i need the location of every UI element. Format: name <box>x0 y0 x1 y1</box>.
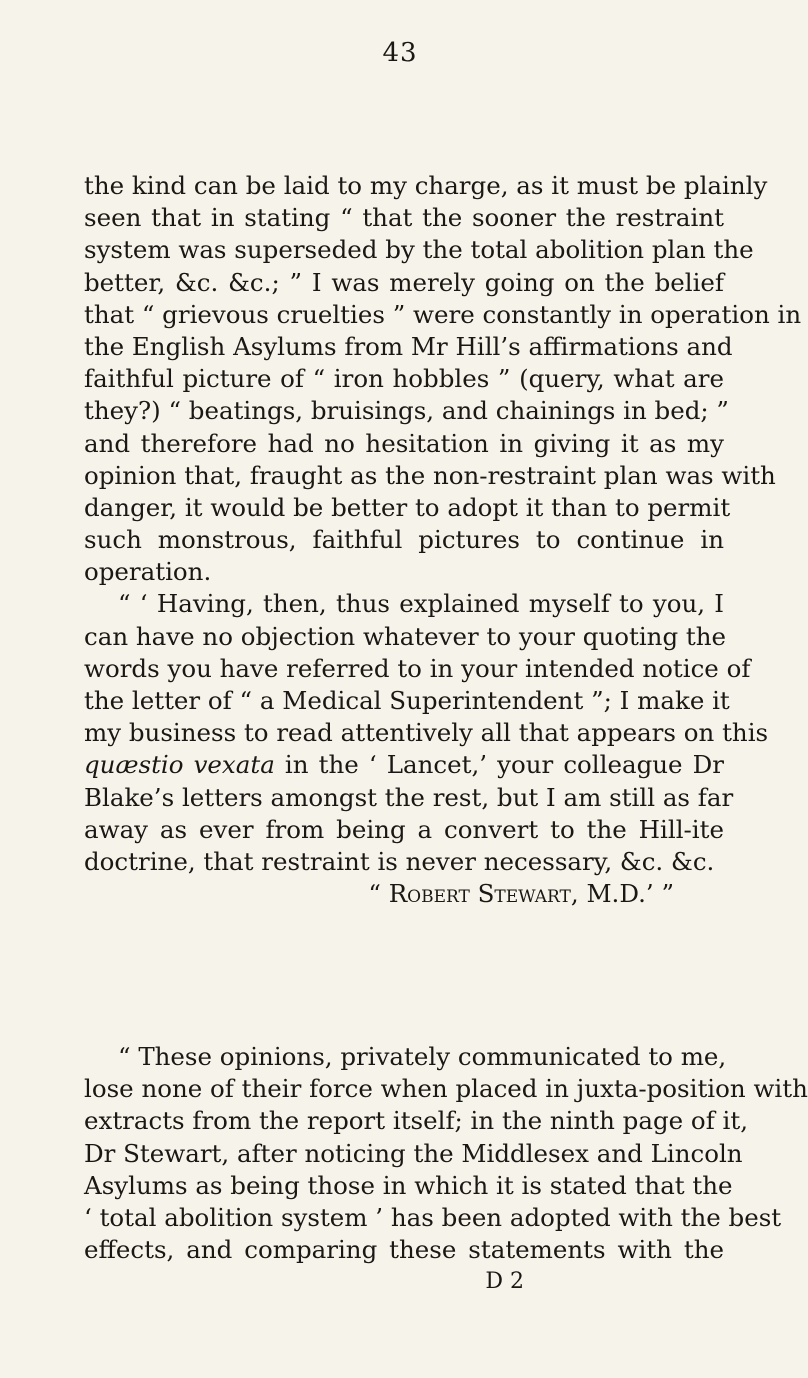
text-line: quæstio vexata in the ‘ Lancet,’ your colleague Dr <box>84 750 724 780</box>
text-line: away as ever from being a convert to the Hill-ite <box>84 814 724 844</box>
text-block-lower <box>84 1041 808 1299</box>
text-line: such monstrous, faithful pictures to continue in <box>84 525 724 555</box>
text-line: Dr Stewart, after noticing the Middlesex and Lincoln <box>84 1138 743 1168</box>
text-line: my business to read attentively all that appears on this <box>84 718 769 748</box>
text-line: operation. <box>84 557 212 587</box>
text-line: that “ grievous cruelties ” were constantly in operation in <box>84 299 802 329</box>
text-line: system was superseded by the total abolition plan the <box>84 235 754 265</box>
text-line: extracts from the report itself; in the ninth page of it, <box>84 1106 749 1136</box>
letter-signature: “ Robert Stewart, M.D.’ ” <box>368 879 674 909</box>
text-line: ‘ total abolition system ’ has been adopted with the best <box>84 1202 782 1232</box>
text-line: they?) “ beatings, bruisings, and chainings in bed; ” <box>84 396 729 426</box>
text-line: Blake’s letters amongst the rest, but I am still as far <box>84 782 734 812</box>
text-line: seen that in stating “ that the sooner the restraint <box>84 203 724 233</box>
signature-mark: D 2 <box>485 1269 524 1295</box>
page-number: 43 <box>382 38 418 68</box>
text-line: doctrine, that restraint is never necessary, &c. &c. <box>84 846 715 876</box>
text-line: lose none of their force when placed in juxta-position with <box>84 1074 808 1104</box>
text-line: words you have referred to in your intended notice of <box>84 653 751 683</box>
text-line: faithful picture of “ iron hobbles ” (query, what are <box>84 364 724 394</box>
text-line: and therefore had no hesitation in giving it as my <box>84 428 724 458</box>
text-line: the English Asylums from Mr Hill’s affirmations and <box>84 331 733 361</box>
text-line: danger, it would be better to adopt it than to permit <box>84 492 731 522</box>
text-line: “ These opinions, privately communicated to me, <box>118 1042 727 1071</box>
text-line: better, &c. &c.; ” I was merely going on the belief <box>84 267 724 297</box>
text-line: can have no objection whatever to your quoting the <box>84 621 727 651</box>
text-line: the letter of “ a Medical Superintendent ”; I make it <box>84 686 730 715</box>
text-line: the kind can be laid to my charge, as it must be plainly <box>84 171 768 200</box>
text-line: “ ‘ Having, then, thus explained myself to you, I <box>118 589 724 619</box>
text-line: opinion that, fraught as the non-restraint plan was with <box>84 460 776 490</box>
text-line: Asylums as being those in which it is stated that the <box>84 1170 733 1200</box>
latin-phrase: quæstio vexata <box>84 750 275 780</box>
text-line: effects, and comparing these statements with the <box>84 1235 724 1265</box>
text-block-upper <box>84 170 802 910</box>
